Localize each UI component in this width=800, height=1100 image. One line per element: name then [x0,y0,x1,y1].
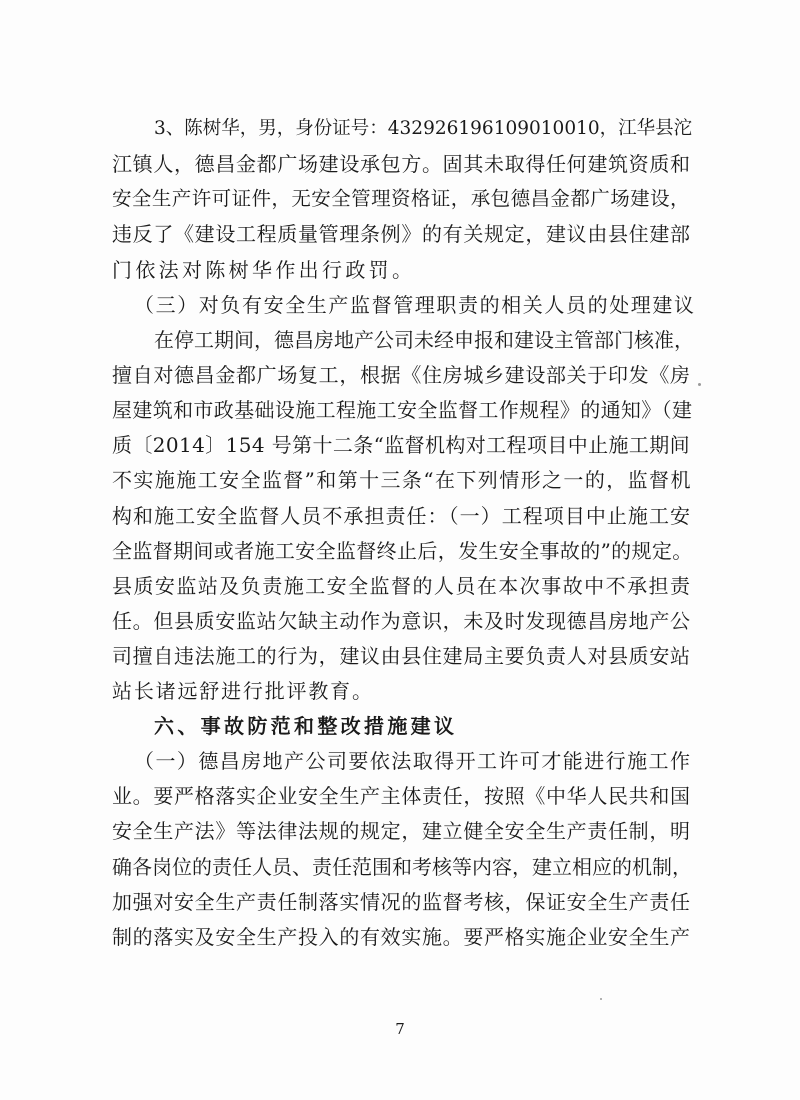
scan-speck [698,383,701,386]
body-line: 制的落实及安全生产投入的有效实施。要严格实施企业安全生产 [112,925,691,949]
body-line: 擅自对德昌金都广场复工，根据《住房城乡建设部关于印发《房 [112,363,691,387]
body-line: 违反了《建设工程质量管理条例》的有关规定，建议由县住建部 [112,222,691,246]
body-line: 构和施工安全监督人员不承担责任：（一）工程项目中止施工安 [112,504,692,528]
scan-speck [600,998,602,1000]
body-line: 质〔2014〕154 号第十二条“监督机构对工程项目中止施工期间 [112,433,691,457]
body-line: 任。但县质安监站欠缺主动作为意识，未及时发现德昌房地产公 [112,609,691,633]
body-line: （一）德昌房地产公司要依法取得开工许可才能进行施工作 [134,749,692,773]
chapter-heading: 六、事故防范和整改措施建议 [154,714,458,738]
body-line: 安全生产法》等法律法规的规定，建立健全安全生产责任制，明 [112,819,691,843]
body-line: 3、陈树华，男，身份证号：432926196109010010，江华县沱 [154,118,693,139]
body-line: 站长诸远舒进行批评教育。 [112,679,374,703]
body-line: 门依法对陈树华作出行政罚。 [112,258,416,282]
body-line: 在停工期间，德昌房地产公司未经申报和建设主管部门核准， [154,328,694,352]
body-line: 屋建筑和市政基础设施工程施工安全监督工作规程》的通知》（建 [112,398,693,422]
section-heading: （三）对负有安全生产监督管理职责的相关人员的处理建议 [134,293,696,317]
body-line: 确各岗位的责任人员、责任范围和考核等内容，建立相应的机制， [112,855,692,879]
body-line: 全监督期间或者施工安全监督终止后，发生安全事故的”的规定。 [112,539,693,563]
body-line: 安全生产许可证件，无安全管理资格证，承包德昌金都广场建设， [112,187,690,210]
body-line: 加强对安全生产责任制落实情况的监督考核，保证安全生产责任 [112,890,691,914]
body-line: 不实施施工安全监督”和第十三条“在下列情形之一的，监督机 [112,468,692,492]
body-line: 司擅自违法施工的行为，建议由县住建局主要负责人对县质安站 [112,644,691,668]
body-line: 业。要严格落实企业安全生产主体责任，按照《中华人民共和国 [112,784,691,808]
body-line: 江镇人，德昌金都广场建设承包方。固其未取得任何建筑资质和 [112,152,691,176]
body-line: 县质安监站及负责施工安全监督的人员在本次事故中不承担责 [112,574,692,598]
page-number: 7 [395,1020,405,1038]
